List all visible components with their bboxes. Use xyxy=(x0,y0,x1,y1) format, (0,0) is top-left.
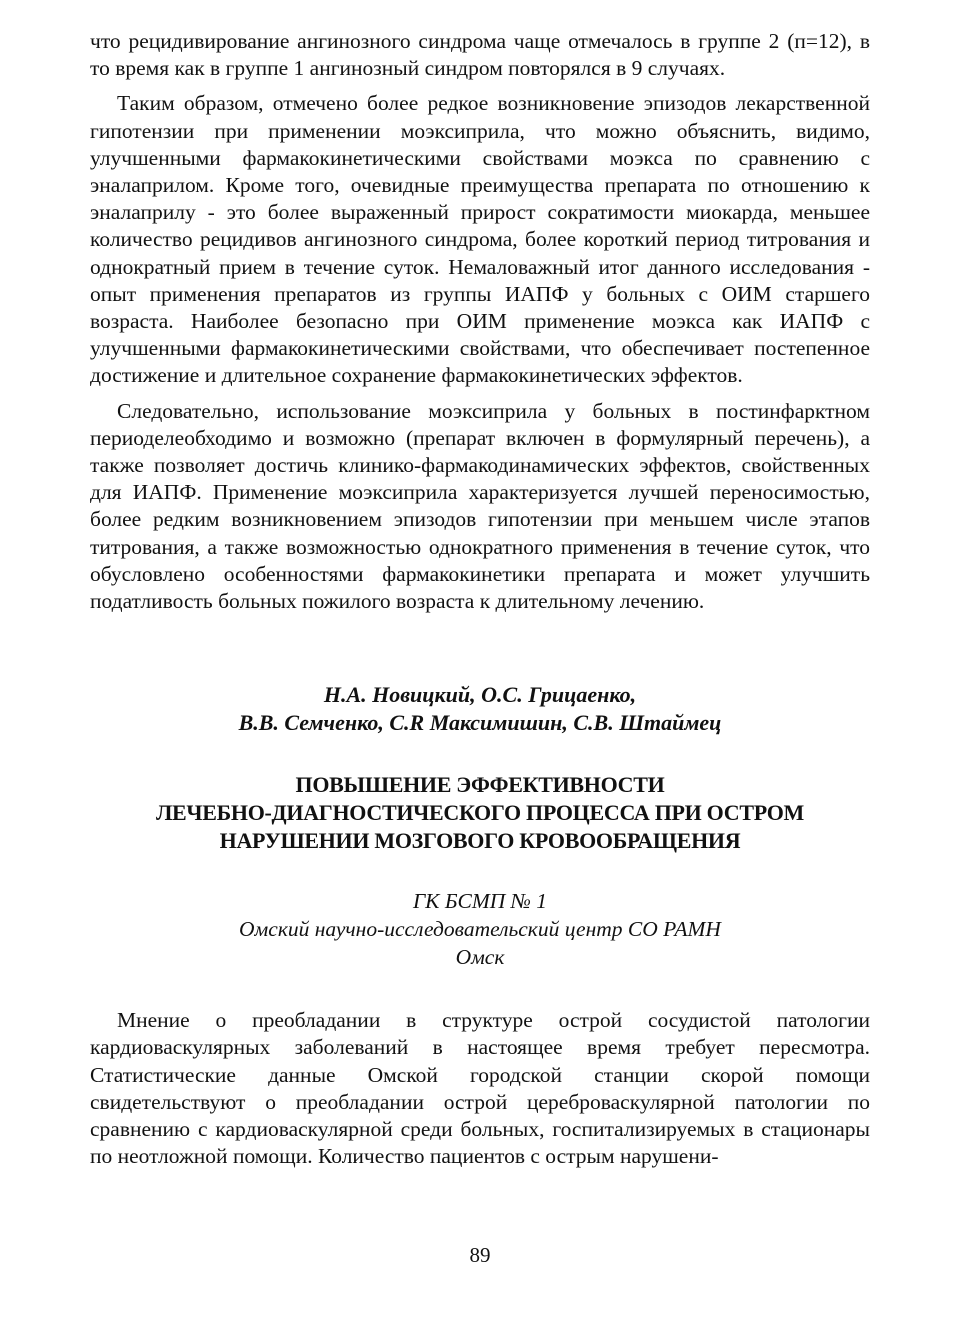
title-line: ЛЕЧЕБНО-ДИАГНОСТИЧЕСКОГО ПРОЦЕССА ПРИ ОСТРОМ xyxy=(155,800,805,826)
authors-line: Н.А. Новицкий, О.С. Грицаенко, xyxy=(323,682,637,708)
affiliation-line: ГК БСМП № 1 xyxy=(412,889,548,914)
paragraph-continuation: что рецидивирование ангинозного синдрома чаще отмечалось в группе 2 (п=12), в то время как в группе 1 ангинозный синдром повторялся в 9 случаях. xyxy=(90,29,870,81)
affiliation-line: Омский научно-исследовательский центр СО РАМН xyxy=(239,917,721,942)
title-line: НАРУШЕНИИ МОЗГОВОГО КРОВООБРАЩЕНИЯ xyxy=(219,828,741,854)
article-title xyxy=(90,771,870,855)
article-abstract: Мнение о преобладании в структуре острой сосудистой патологии кардиоваскулярных заболеваний в настоящее время требует пересмотра. Статистические данные Омской городской станции скорой помощи свидетельствуют о преобладании острой цереброваскулярной патологии по сравнению с кардиоваскулярной среди больных, госпитализируемых в стационары по неотложной помощи. Количество пациентов с острым нарушени- xyxy=(90,1008,870,1169)
paragraph-summary: Следовательно, использование моэксиприла у больных в постинфарктном периоделеобходимо и возможно (препарат включен в формулярный перечень), а также позволяет достичь клинико-фармакодинамических эффектов, свойственных для ИАПФ. Применение моэксиприла характеризуется лучшей переносимостью, более редким возникновением эпизодов гипотензии при меньшем числе этапов титрования, а также возможностью однократного применения в течение суток, что обусловлено особенностями фармакокинетики препарата и может улучшить податливость больных пожилого возраста к длительному лечению. xyxy=(90,398,870,614)
title-line: ПОВЫШЕНИЕ ЭФФЕКТИВНОСТИ xyxy=(295,772,665,798)
article-authors xyxy=(90,681,870,737)
article-affiliation xyxy=(90,887,870,971)
page-number: 89 xyxy=(469,1243,491,1267)
page-body xyxy=(90,28,870,1178)
authors-line: В.В. Семченко, С.R Максимишин, С.В. Штаймец xyxy=(238,710,722,736)
affiliation-line: Омск xyxy=(455,945,505,970)
paragraph-conclusion: Таким образом, отмечено более редкое возникновение эпизодов лекарственной гипотензии при применении моэксиприла, что можно объяснить, видимо, улучшенными фармакокинетическими свойствами моэкса по сравнению с эналаприлом. Кроме того, очевидные преимущества препарата по отношению к эналаприлу - это более выраженный прирост сократимости миокарда, меньшее количество рецидивов ангинозного синдрома, более короткий период титрования и однократный прием в течение суток. Немаловажный итог данного исследования - опыт применения препаратов из группы ИАПФ у больных с ОИМ старшего возраста. Наиболее безопасно при ОИМ применение моэкса как ИАПФ с улучшенными фармакокинетическими свойствами, что обеспечивает постепенное достижение и длительное сохранение фармакокинетических эффектов. xyxy=(90,91,870,388)
